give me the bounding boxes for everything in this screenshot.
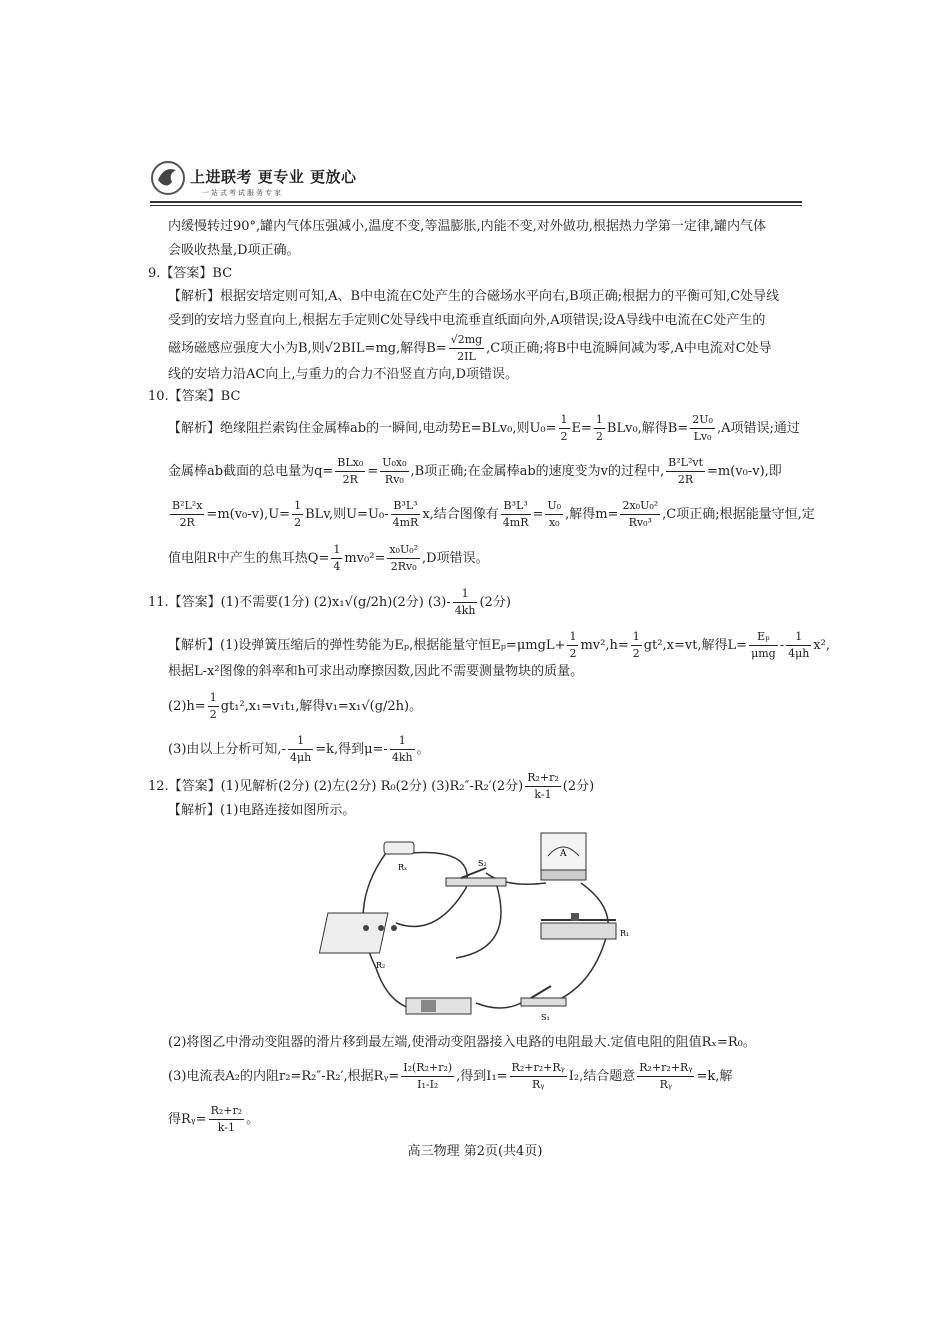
text-line: (2)将图乙中滑动变阻器的滑片移到最左端,使滑动变阻器接入电路的电阻最大.定值电阻的阻值Rₓ=R₀。: [168, 1035, 756, 1050]
text-line: (2)h= $\frac{1}{2}$ gt₁²,x₁=v₁t₁,解得v₁=x₁√(g/2h)。: [168, 691, 423, 721]
header-rule: [150, 201, 802, 203]
text-line: 金属棒ab截面的总电量为q= $\frac{\text{BLx₀}}{2R}$ = $\frac{\text{U₀x₀}}{\text{Rv₀}}$ ,B项正确;在金属棒ab的速度变为v的过程中, $\frac{\text{B²L²vt}}{2R}$ =m(v₀-v),即: [168, 456, 782, 486]
text-line: 根据L-x²图像的斜率和h可求出动摩擦因数,因此不需要测量物块的质量。: [168, 664, 584, 679]
text-line: (3)由以上分析可知,- $\frac{1}{4\mu h}$ =k,得到μ=- $\frac{1}{4kh}$ 。: [168, 734, 430, 764]
brand-subtitle: 一站式考试服务专家: [202, 189, 283, 197]
battery: [406, 998, 471, 1014]
fraction: $\frac{√2mg}{2IL}$: [450, 333, 483, 363]
q10-answer: 10.【答案】BC: [148, 389, 241, 404]
label-s1: S₁: [541, 1013, 550, 1022]
resistance-box-r2: [319, 913, 388, 953]
header: [150, 160, 802, 206]
label-a: A: [560, 849, 567, 859]
switch-s1: [521, 998, 566, 1006]
text-line: 值电阻R中产生的焦耳热Q= $\frac{1}{4}$ mv₀²= $\frac{\text{x₀U₀²}}{\text{2Rv₀}}$ ,D项错误。: [168, 543, 489, 573]
switch-s2: [446, 878, 506, 886]
text-line: $\frac{\text{B²L²x}}{2R}$ =m(v₀-v),U= $\frac{1}{2}$ BLv,则U=U₀- $\frac{\text{B³L³}}{4mR}$ x,结合图像有 $\frac{\text{B³L³}}{4mR}$ = $\frac{\text{U₀}}{\text{x₀}}$ ,解得m= $\frac{\text{2x₀U₀²}}{\text{Rv₀³}}$ ,C项正确;根据能量守恒,定: [172, 499, 815, 529]
q11-answer: 11.【答案】(1)不需要(1分) (2)x₁√(g/2h)(2分) (3)- $\frac{1}{4kh}$ (2分): [148, 587, 511, 617]
label-s2: S₂: [478, 859, 487, 868]
text-line: 内缓慢转过90°,罐内气体压强减小,温度不变,等温膨胀,内能不变,对外做功,根据热力学第一定律,罐内气体: [168, 219, 766, 234]
text-line: 得Rᵧ= $\frac{\text{R₂+r₂}}{k-1}$ 。: [168, 1104, 260, 1134]
header-rule-thin: [150, 205, 802, 206]
q12-answer: 12.【答案】(1)见解析(2分) (2)左(2分) R₀(2分) (3)R₂″-R₂′(2分) $\frac{\text{R₂+r₂}}{k-1}$ (2分): [148, 771, 595, 801]
text-seg: 磁场磁感应强度大小为B,则√2BIL=mg,解得B=: [168, 341, 447, 356]
q9-answer: 9.【答案】BC: [148, 266, 233, 281]
label-rx: Rₓ: [398, 863, 408, 872]
text-line: [168, 332, 772, 365]
label-r1: R₁: [620, 929, 630, 938]
text-line: 【解析】绝缘阻拦索钩住金属棒ab的一瞬间,电动势E=BLv₀,则U₀= $\frac{1}{2}$ E= $\frac{1}{2}$ BLv₀,解得B= $\frac{\text{2U₀}}{\text{Lv₀}}$ ,A项错误;通过: [168, 413, 800, 443]
text-line: 受到的安培力竖直向上,根据左手定则C处导线中电流垂直纸面向外,A项错误;设A导线中电流在C处产生的: [168, 313, 766, 328]
text-seg: ,C项正确;将B中电流瞬间减为零,A中电流对C处导: [486, 341, 772, 356]
text-line: 会吸收热量,D项正确。: [168, 243, 300, 258]
page-footer: 高三物理 第2页(共4页): [407, 1144, 543, 1159]
brand-text: 上进联考 更专业 更放心: [190, 168, 357, 186]
text-line: (3)电流表A₂的内阻r₂=R₂″-R₂′,根据Rᵧ= $\frac{\text{I₂(R₂+r₂)}}{\text{I₁-I₂}}$ ,得到I₁= $\frac{\text{R₂+r₂+Rᵧ}}{\text{Rᵧ}}$ I₂,结合题意 $\frac{\text{R₂+r₂+Rᵧ}}{\text{Rᵧ}}$ =k,解: [168, 1061, 733, 1091]
text-line: 【解析】根据安培定则可知,A、B中电流在C处产生的合磁场水平向右,B项正确;根据力的平衡可知,C处导线: [168, 289, 780, 304]
text-line: 【解析】(1)设弹簧压缩后的弹性势能为Eₚ,根据能量守恒Eₚ=μmgL+ $\frac{1}{2}$ mv²,h= $\frac{1}{2}$ gt²,x=vt,解得L= $\frac{\text{Eₚ}}{\text{μmg}}$ - $\frac{1}{4\mu h}$ x²,: [168, 630, 831, 660]
rx-resistor: [384, 842, 414, 854]
text-line: 线的安培力沿AC向上,与重力的合力不沿竖直方向,D项错误。: [168, 367, 519, 382]
logo-icon: [150, 160, 186, 196]
label-r2: R₂: [376, 961, 386, 970]
text-line: 【解析】(1)电路连接如图所示。: [168, 803, 356, 818]
circuit-diagram: [336, 828, 630, 1028]
rheostat-r1: [541, 923, 616, 939]
